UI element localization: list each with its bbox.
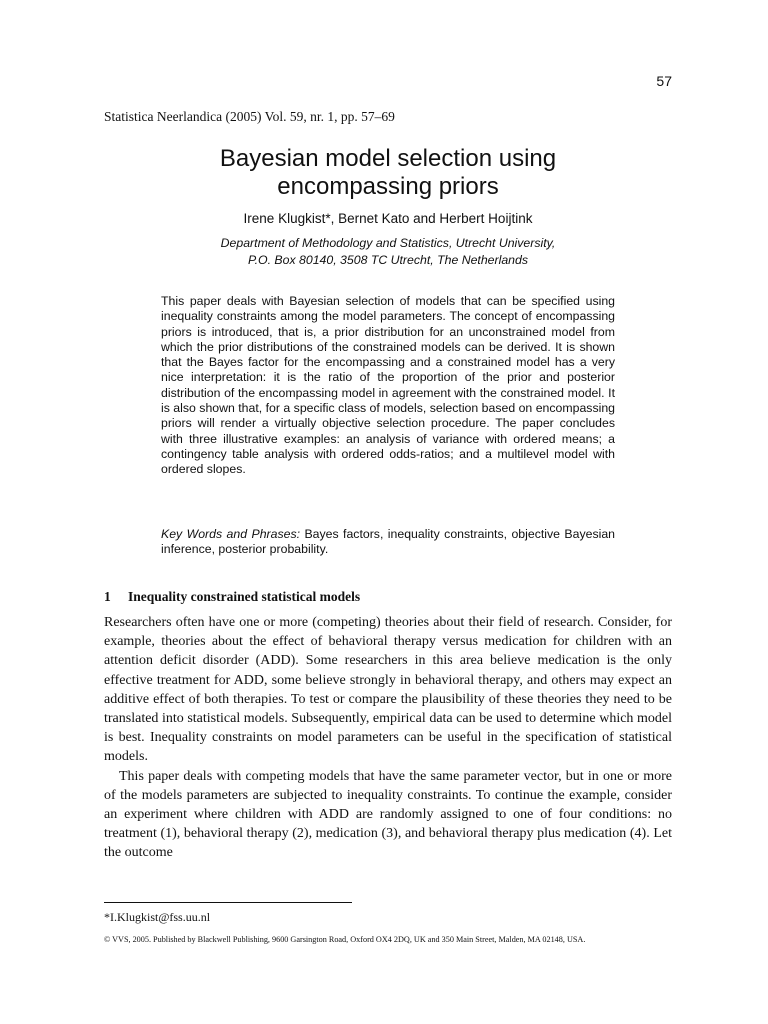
affiliation-line-2: P.O. Box 80140, 3508 TC Utrecht, The Netherlands <box>247 253 529 267</box>
article-title <box>104 145 672 201</box>
article-title-line-2: encompassing priors <box>277 173 499 200</box>
copyright-notice: © VVS, 2005. Published by Blackwell Publishing, 9600 Garsington Road, Oxford OX4 2DQ, UK and 350 Main Street, Malden, MA 02148, USA. <box>104 935 586 944</box>
abstract: This paper deals with Bayesian selection of models that can be specified using inequality constraints among the model parameters. The concept of encompassing priors is introduced, that is, a prior distribution for an unconstrained model from which the prior distributions of the constrained models can be derived. It is shown that the Bayes factor for the encompassing and a constrained model has a very nice interpretation: it is the ratio of the proportion of the prior and posterior distribution of the encompassing model in agreement with the constrained model. It is also shown that, for a specific class of models, selection based on encompassing priors will render a virtually objective selection procedure. The paper concludes with three illustrative examples: an analysis of variance with ordered means; a contingency table analysis with ordered odds-ratios; and a multilevel model with ordered slopes. <box>161 294 615 477</box>
footnote-email: *I.Klugkist@fss.uu.nl <box>104 910 211 924</box>
section-number: 1 <box>104 589 111 604</box>
affiliation-line-1: Department of Methodology and Statistics, Utrecht University, <box>220 236 556 250</box>
body-text <box>104 613 672 863</box>
footnote-divider <box>104 902 352 903</box>
page-number: 57 <box>656 73 672 89</box>
author-list: Irene Klugkist*, Bernet Kato and Herbert Hoijtink <box>243 211 533 226</box>
article-title-line-1: Bayesian model selection using <box>219 145 557 172</box>
author-affiliation <box>104 235 672 269</box>
section-title: Inequality constrained statistical models <box>128 589 361 604</box>
keywords <box>161 527 615 558</box>
body-paragraph-1: Researchers often have one or more (competing) theories about their field of research. Consider, for example, theories about the effect of behavioral therapy versus medication for children with an attention deficit disorder (ADD). Some researchers in this area believe medication is the only effective treatment for ADD, some believe strongly in behavioral therapy, and others may expect an additive effect of both therapies. To test or compare the plausibility of these theories they need to be translated into statistical models. Subsequently, empirical data can be used to determine which model is best. Inequality constraints on model parameters can be useful in the specification of statistical models. <box>104 615 672 765</box>
journal-reference: Statistica Neerlandica (2005) Vol. 59, nr. 1, pp. 57–69 <box>104 109 395 124</box>
body-paragraph-2: This paper deals with competing models that have the same parameter vector, but in one or more of the models parameters are subjected to inequality constraints. To continue the example, consider an experiment where children with ADD are randomly assigned to one of four conditions: no treatment (1), behavioral therapy (2), medication (3), and behavioral therapy plus medication (4). Let the outcome <box>104 768 672 861</box>
section-heading <box>104 589 360 605</box>
keywords-label: Key Words and Phrases: <box>161 527 301 541</box>
keywords-list: Bayes factors, inequality constraints, objective Bayesian inference, posterior probability. <box>161 527 616 557</box>
